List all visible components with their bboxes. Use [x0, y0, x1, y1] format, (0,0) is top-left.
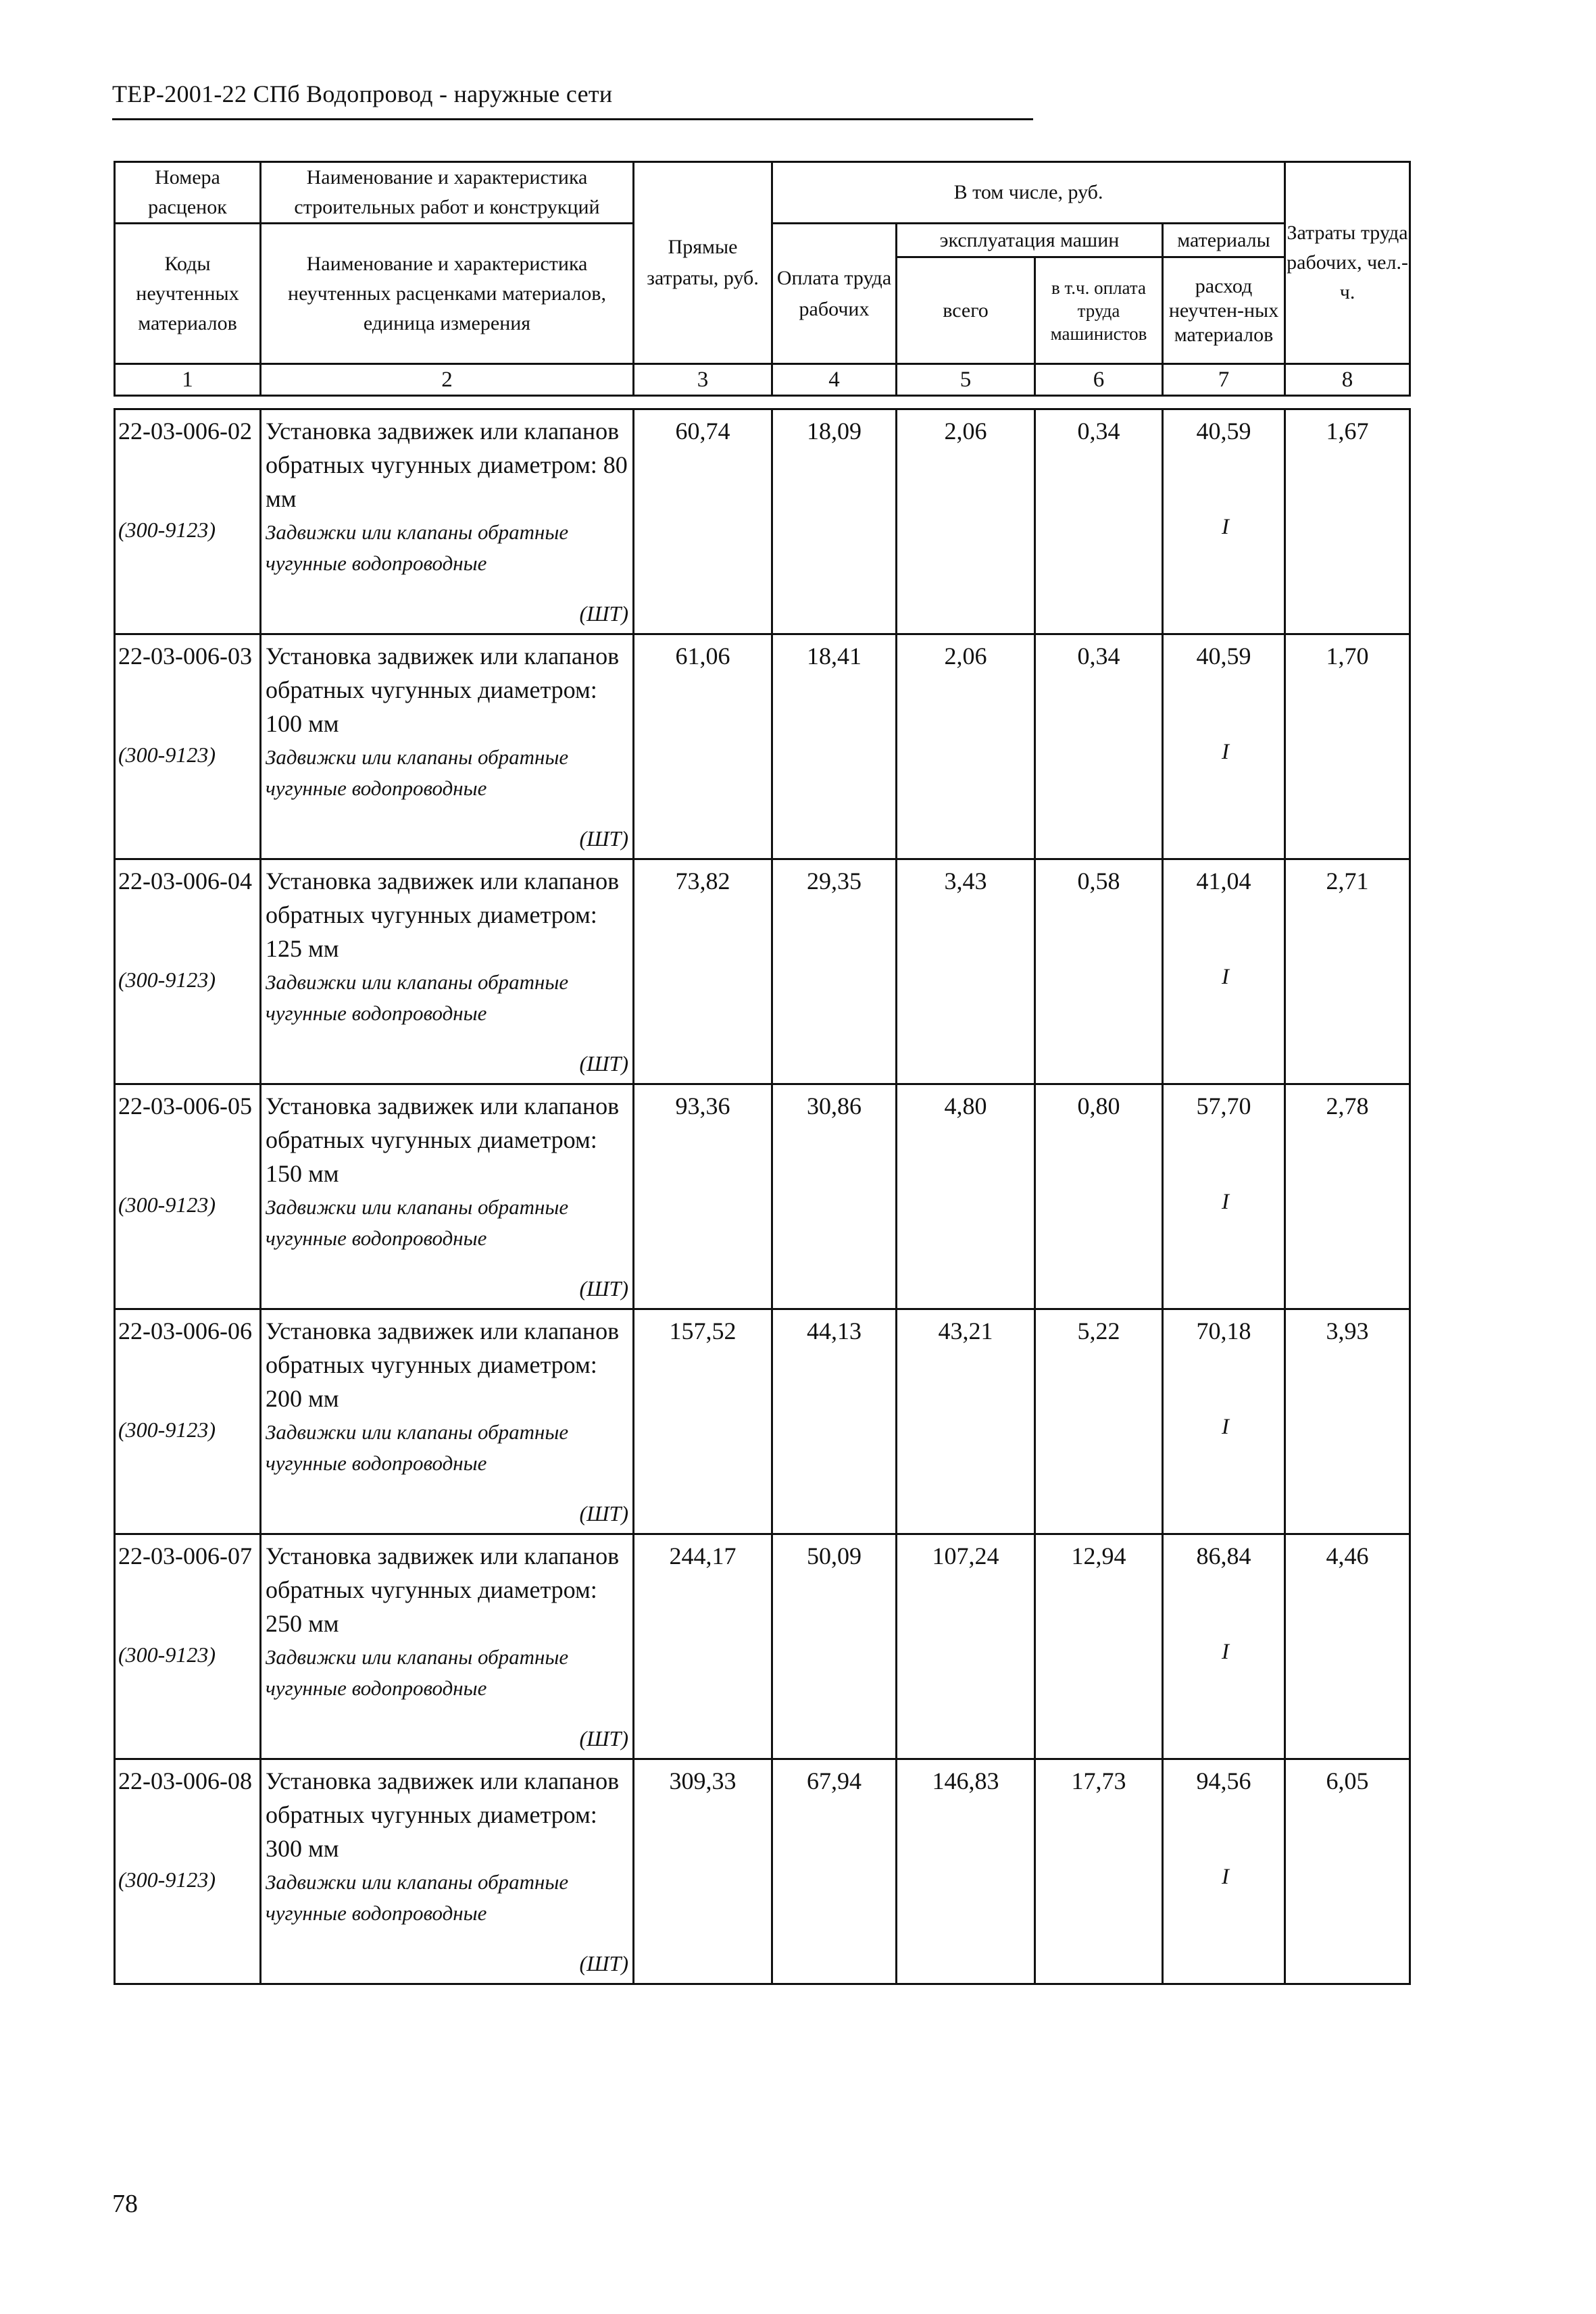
material-name: Задвижки или клапаны обратные чугунные водопроводные — [266, 1645, 569, 1700]
machinists-pay: 12,94 — [1035, 1534, 1163, 1759]
material-quantity: I — [1222, 1640, 1229, 1664]
work-name-cell — [261, 1309, 634, 1534]
header-machine-operation: эксплуатация машин — [897, 224, 1163, 257]
unit-of-measure: (ШТ) — [579, 826, 628, 851]
material-code: (300-9123) — [118, 518, 216, 542]
column-number: 6 — [1035, 364, 1163, 396]
direct-costs: 309,33 — [634, 1759, 772, 1984]
rate-code: 22-03-006-08 — [118, 1767, 252, 1794]
machinists-pay: 0,58 — [1035, 859, 1163, 1084]
rate-code: 22-03-006-04 — [118, 867, 252, 895]
materials-cost: 41,04 — [1196, 867, 1251, 895]
materials-cell — [1163, 1534, 1285, 1759]
materials-cell — [1163, 1084, 1285, 1309]
material-code: (300-9123) — [118, 1417, 216, 1442]
machines-total: 2,06 — [897, 409, 1035, 634]
table-row — [115, 1084, 1410, 1309]
table-row — [115, 634, 1410, 859]
machinists-pay: 0,34 — [1035, 634, 1163, 859]
material-quantity: I — [1222, 740, 1229, 764]
column-number: 1 — [115, 364, 261, 396]
materials-cost: 57,70 — [1196, 1092, 1251, 1120]
materials-cell — [1163, 409, 1285, 634]
rate-code-cell — [115, 1309, 261, 1534]
material-name: Задвижки или клапаны обратные чугунные водопроводные — [266, 1420, 569, 1475]
material-name: Задвижки или клапаны обратные чугунные водопроводные — [266, 970, 569, 1025]
labor-hours: 2,71 — [1285, 859, 1410, 1084]
material-name: Задвижки или клапаны обратные чугунные водопроводные — [266, 520, 569, 575]
header-machinists-pay: в т.ч. оплата труда машинистов — [1035, 257, 1163, 364]
material-code: (300-9123) — [118, 1867, 216, 1892]
header-including: В том числе, руб. — [772, 162, 1285, 224]
header-material-codes: Коды неучтенных материалов — [115, 224, 261, 364]
direct-costs: 93,36 — [634, 1084, 772, 1309]
header-unaccounted-materials: расход неучтен-ных материалов — [1163, 257, 1285, 364]
header-work-name: Наименование и характеристика строительных работ и конструкций — [261, 162, 634, 224]
material-name: Задвижки или клапаны обратные чугунные водопроводные — [266, 1195, 569, 1250]
work-title: Установка задвижек или клапанов обратных чугунных диаметром: 80 мм — [266, 418, 628, 512]
rate-code: 22-03-006-05 — [118, 1092, 252, 1120]
machines-total: 107,24 — [897, 1534, 1035, 1759]
machinists-pay: 17,73 — [1035, 1759, 1163, 1984]
column-number: 8 — [1285, 364, 1410, 396]
work-name-cell — [261, 634, 634, 859]
labor-hours: 1,70 — [1285, 634, 1410, 859]
labor-pay: 29,35 — [772, 859, 897, 1084]
rate-code: 22-03-006-03 — [118, 643, 252, 670]
material-code: (300-9123) — [118, 743, 216, 767]
work-name-cell — [261, 1534, 634, 1759]
column-number: 4 — [772, 364, 897, 396]
material-quantity: I — [1222, 1415, 1229, 1439]
table-row — [115, 409, 1410, 634]
rate-code-cell — [115, 634, 261, 859]
unit-of-measure: (ШТ) — [579, 1726, 628, 1751]
machinists-pay: 0,80 — [1035, 1084, 1163, 1309]
column-number: 5 — [897, 364, 1035, 396]
machinists-pay: 5,22 — [1035, 1309, 1163, 1534]
table-row — [115, 1309, 1410, 1534]
direct-costs: 157,52 — [634, 1309, 772, 1534]
rates-table — [114, 408, 1411, 1985]
header-materials: материалы — [1163, 224, 1285, 257]
work-title: Установка задвижек или клапанов обратных чугунных диаметром: 300 мм — [266, 1767, 620, 1862]
material-quantity: I — [1222, 1190, 1229, 1214]
rate-code-cell — [115, 859, 261, 1084]
materials-cost: 94,56 — [1196, 1767, 1251, 1794]
machines-total: 2,06 — [897, 634, 1035, 859]
work-title: Установка задвижек или клапанов обратных чугунных диаметром: 100 мм — [266, 643, 620, 737]
labor-pay: 18,41 — [772, 634, 897, 859]
table-row — [115, 1759, 1410, 1984]
unit-of-measure: (ШТ) — [579, 601, 628, 626]
material-quantity: I — [1222, 965, 1229, 989]
header-direct-costs: Прямые затраты, руб. — [634, 162, 772, 364]
column-number: 7 — [1163, 364, 1285, 396]
work-name-cell — [261, 859, 634, 1084]
materials-cell — [1163, 1759, 1285, 1984]
table-header — [114, 161, 1411, 397]
header-labor-hours: Затраты труда рабочих, чел.-ч. — [1285, 162, 1410, 364]
machines-total: 43,21 — [897, 1309, 1035, 1534]
machines-total: 3,43 — [897, 859, 1035, 1084]
unit-of-measure: (ШТ) — [579, 1951, 628, 1976]
materials-cell — [1163, 859, 1285, 1084]
direct-costs: 73,82 — [634, 859, 772, 1084]
work-title: Установка задвижек или клапанов обратных чугунных диаметром: 250 мм — [266, 1542, 620, 1637]
labor-pay: 30,86 — [772, 1084, 897, 1309]
work-title: Установка задвижек или клапанов обратных чугунных диаметром: 200 мм — [266, 1317, 620, 1412]
work-title: Установка задвижек или клапанов обратных чугунных диаметром: 125 мм — [266, 867, 620, 962]
labor-hours: 4,46 — [1285, 1534, 1410, 1759]
unit-of-measure: (ШТ) — [579, 1051, 628, 1076]
running-head: ТЕР-2001-22 СПб Водопровод - наружные сети — [112, 80, 613, 107]
materials-cost: 70,18 — [1196, 1317, 1251, 1344]
unit-of-measure: (ШТ) — [579, 1501, 628, 1526]
work-name-cell — [261, 1084, 634, 1309]
column-number: 3 — [634, 364, 772, 396]
materials-cost: 40,59 — [1196, 643, 1251, 670]
rate-code: 22-03-006-02 — [118, 418, 252, 445]
rate-code-cell — [115, 1534, 261, 1759]
labor-hours: 6,05 — [1285, 1759, 1410, 1984]
materials-cell — [1163, 634, 1285, 859]
labor-pay: 44,13 — [772, 1309, 897, 1534]
labor-hours: 3,93 — [1285, 1309, 1410, 1534]
rate-code-cell — [115, 1084, 261, 1309]
labor-pay: 18,09 — [772, 409, 897, 634]
column-number: 2 — [261, 364, 634, 396]
materials-cell — [1163, 1309, 1285, 1534]
machines-total: 4,80 — [897, 1084, 1035, 1309]
header-machines-total: всего — [897, 257, 1035, 364]
rate-code: 22-03-006-06 — [118, 1317, 252, 1344]
page-number: 78 — [112, 2190, 138, 2218]
materials-cost: 40,59 — [1196, 418, 1251, 445]
material-name: Задвижки или клапаны обратные чугунные водопроводные — [266, 1870, 569, 1925]
table-row — [115, 1534, 1410, 1759]
material-quantity: I — [1222, 515, 1229, 539]
material-code: (300-9123) — [118, 1642, 216, 1667]
work-name-cell — [261, 409, 634, 634]
header-material-names: Наименование и характеристика неучтенных расценками материалов, единица измерения — [261, 224, 634, 364]
direct-costs: 60,74 — [634, 409, 772, 634]
material-code: (300-9123) — [118, 967, 216, 992]
work-title: Установка задвижек или клапанов обратных чугунных диаметром: 150 мм — [266, 1092, 620, 1187]
labor-pay: 50,09 — [772, 1534, 897, 1759]
labor-hours: 2,78 — [1285, 1084, 1410, 1309]
header-rate-number: Номера расценок — [115, 162, 261, 224]
labor-hours: 1,67 — [1285, 409, 1410, 634]
header-labor-pay: Оплата труда рабочих — [772, 224, 897, 364]
direct-costs: 61,06 — [634, 634, 772, 859]
material-code: (300-9123) — [118, 1192, 216, 1217]
table-row — [115, 859, 1410, 1084]
labor-pay: 67,94 — [772, 1759, 897, 1984]
unit-of-measure: (ШТ) — [579, 1276, 628, 1301]
direct-costs: 244,17 — [634, 1534, 772, 1759]
work-name-cell — [261, 1759, 634, 1984]
rate-code-cell — [115, 1759, 261, 1984]
header-rule — [112, 118, 1033, 120]
material-quantity: I — [1222, 1865, 1229, 1889]
machines-total: 146,83 — [897, 1759, 1035, 1984]
materials-cost: 86,84 — [1196, 1542, 1251, 1569]
machinists-pay: 0,34 — [1035, 409, 1163, 634]
rate-code-cell — [115, 409, 261, 634]
rate-code: 22-03-006-07 — [118, 1542, 252, 1569]
material-name: Задвижки или клапаны обратные чугунные водопроводные — [266, 745, 569, 800]
